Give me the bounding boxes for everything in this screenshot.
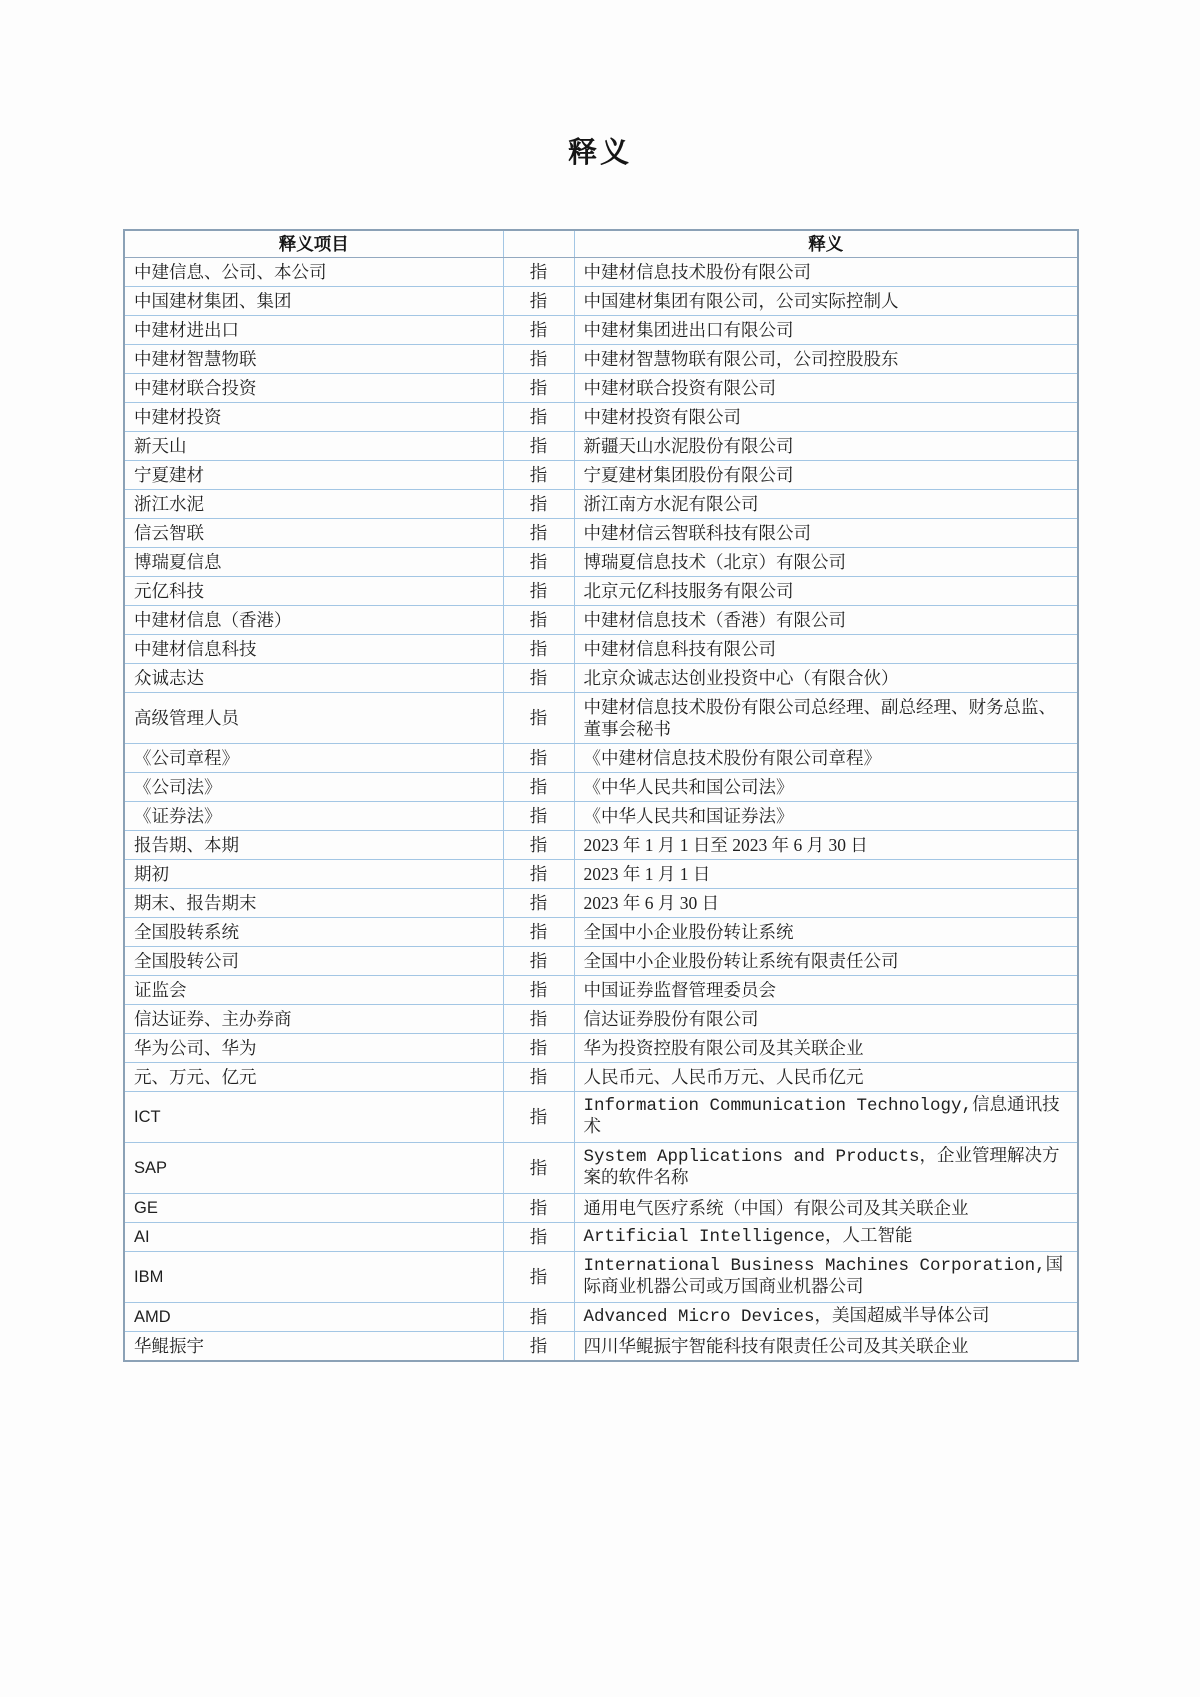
ref-cell: 指 — [503, 258, 574, 287]
ref-cell: 指 — [503, 1063, 574, 1092]
ref-cell: 指 — [503, 1194, 574, 1223]
ref-cell: 指 — [503, 831, 574, 860]
term-cell: 证监会 — [124, 976, 503, 1005]
ref-cell: 指 — [503, 490, 574, 519]
table-row — [124, 889, 1078, 918]
term-cell: SAP — [124, 1143, 503, 1194]
table-row — [124, 316, 1078, 345]
ref-cell: 指 — [503, 432, 574, 461]
table-row — [124, 1332, 1078, 1362]
ref-cell: 指 — [503, 548, 574, 577]
table-row — [124, 577, 1078, 606]
term-cell: ICT — [124, 1092, 503, 1143]
definition-cell: 中建材联合投资有限公司 — [574, 374, 1078, 403]
table-row — [124, 976, 1078, 1005]
term-cell: 浙江水泥 — [124, 490, 503, 519]
table-row — [124, 831, 1078, 860]
ref-cell: 指 — [503, 1303, 574, 1332]
term-cell: AI — [124, 1223, 503, 1252]
ref-cell: 指 — [503, 1252, 574, 1303]
header-term: 释义项目 — [124, 230, 503, 258]
definition-cell: 中建材投资有限公司 — [574, 403, 1078, 432]
table-row — [124, 490, 1078, 519]
term-cell: 中建材进出口 — [124, 316, 503, 345]
definition-cell: Information Communication Technology,信息通讯技术 — [574, 1092, 1078, 1143]
ref-cell: 指 — [503, 664, 574, 693]
table-row — [124, 1063, 1078, 1092]
table-body — [124, 258, 1078, 1362]
ref-cell: 指 — [503, 461, 574, 490]
ref-cell: 指 — [503, 403, 574, 432]
term-cell: 《证券法》 — [124, 802, 503, 831]
table-row — [124, 773, 1078, 802]
definition-cell: 新疆天山水泥股份有限公司 — [574, 432, 1078, 461]
term-cell: 元、万元、亿元 — [124, 1063, 503, 1092]
table-row — [124, 258, 1078, 287]
ref-cell: 指 — [503, 287, 574, 316]
definition-cell: 全国中小企业股份转让系统 — [574, 918, 1078, 947]
ref-cell: 指 — [503, 316, 574, 345]
table-row — [124, 1092, 1078, 1143]
table-row — [124, 1194, 1078, 1223]
term-cell: 报告期、本期 — [124, 831, 503, 860]
ref-cell: 指 — [503, 374, 574, 403]
term-cell: 众诚志达 — [124, 664, 503, 693]
ref-cell: 指 — [503, 889, 574, 918]
table-row — [124, 519, 1078, 548]
table-row — [124, 744, 1078, 773]
definition-cell: 中建材集团进出口有限公司 — [574, 316, 1078, 345]
ref-cell: 指 — [503, 744, 574, 773]
term-cell: 全国股转公司 — [124, 947, 503, 976]
table-row — [124, 1034, 1078, 1063]
definition-cell: Artificial Intelligence，人工智能 — [574, 1223, 1078, 1252]
definition-cell: 《中华人民共和国证券法》 — [574, 802, 1078, 831]
definition-cell: 《中建材信息技术股份有限公司章程》 — [574, 744, 1078, 773]
term-cell: 中建材信息（香港） — [124, 606, 503, 635]
definition-cell: 《中华人民共和国公司法》 — [574, 773, 1078, 802]
ref-cell: 指 — [503, 976, 574, 1005]
definition-cell: International Business Machines Corporation,国际商业机器公司或万国商业机器公司 — [574, 1252, 1078, 1303]
term-cell: 高级管理人员 — [124, 693, 503, 744]
term-cell: 宁夏建材 — [124, 461, 503, 490]
definition-cell: 中国建材集团有限公司，公司实际控制人 — [574, 287, 1078, 316]
table-row — [124, 635, 1078, 664]
definition-cell: 2023 年 1 月 1 日 — [574, 860, 1078, 889]
table-row — [124, 693, 1078, 744]
table-row — [124, 802, 1078, 831]
header-definition: 释义 — [574, 230, 1078, 258]
table-row — [124, 664, 1078, 693]
ref-cell: 指 — [503, 773, 574, 802]
definition-cell: 中建材信息技术股份有限公司总经理、副总经理、财务总监、董事会秘书 — [574, 693, 1078, 744]
term-cell: 华为公司、华为 — [124, 1034, 503, 1063]
term-cell: 《公司法》 — [124, 773, 503, 802]
ref-cell: 指 — [503, 635, 574, 664]
definition-cell: 2023 年 1 月 1 日至 2023 年 6 月 30 日 — [574, 831, 1078, 860]
definition-cell: 四川华鲲振宇智能科技有限责任公司及其关联企业 — [574, 1332, 1078, 1362]
definition-cell: 信达证券股份有限公司 — [574, 1005, 1078, 1034]
table-row — [124, 947, 1078, 976]
table-row — [124, 1143, 1078, 1194]
table-row — [124, 403, 1078, 432]
definitions-table — [123, 229, 1079, 1362]
definition-cell: 华为投资控股有限公司及其关联企业 — [574, 1034, 1078, 1063]
definition-cell: 人民币元、人民币万元、人民币亿元 — [574, 1063, 1078, 1092]
definition-cell: 中国证券监督管理委员会 — [574, 976, 1078, 1005]
ref-cell: 指 — [503, 606, 574, 635]
table-row — [124, 374, 1078, 403]
table-row — [124, 606, 1078, 635]
term-cell: 华鲲振宇 — [124, 1332, 503, 1362]
ref-cell: 指 — [503, 1143, 574, 1194]
term-cell: 元亿科技 — [124, 577, 503, 606]
definition-cell: 全国中小企业股份转让系统有限责任公司 — [574, 947, 1078, 976]
term-cell: 中建材智慧物联 — [124, 345, 503, 374]
ref-cell: 指 — [503, 1223, 574, 1252]
term-cell: 期初 — [124, 860, 503, 889]
table-row — [124, 918, 1078, 947]
term-cell: 期末、报告期末 — [124, 889, 503, 918]
ref-cell: 指 — [503, 345, 574, 374]
table-row — [124, 1303, 1078, 1332]
definition-cell: 宁夏建材集团股份有限公司 — [574, 461, 1078, 490]
definition-cell: 中建材信息技术（香港）有限公司 — [574, 606, 1078, 635]
ref-cell: 指 — [503, 577, 574, 606]
term-cell: 博瑞夏信息 — [124, 548, 503, 577]
term-cell: 中建材投资 — [124, 403, 503, 432]
ref-cell: 指 — [503, 1005, 574, 1034]
term-cell: 中国建材集团、集团 — [124, 287, 503, 316]
term-cell: 中建材信息科技 — [124, 635, 503, 664]
ref-cell: 指 — [503, 1034, 574, 1063]
definition-cell: 浙江南方水泥有限公司 — [574, 490, 1078, 519]
definition-cell: Advanced Micro Devices，美国超威半导体公司 — [574, 1303, 1078, 1332]
term-cell: IBM — [124, 1252, 503, 1303]
ref-cell: 指 — [503, 918, 574, 947]
header-row — [124, 230, 1078, 258]
term-cell: GE — [124, 1194, 503, 1223]
ref-cell: 指 — [503, 1332, 574, 1362]
definition-cell: 通用电气医疗系统（中国）有限公司及其关联企业 — [574, 1194, 1078, 1223]
ref-cell: 指 — [503, 1092, 574, 1143]
ref-cell: 指 — [503, 519, 574, 548]
term-cell: AMD — [124, 1303, 503, 1332]
page-title: 释义 — [567, 137, 632, 169]
table-header — [124, 230, 1078, 258]
table-row — [124, 287, 1078, 316]
definition-cell: 博瑞夏信息技术（北京）有限公司 — [574, 548, 1078, 577]
term-cell: 信达证券、主办券商 — [124, 1005, 503, 1034]
header-ref — [503, 230, 574, 258]
ref-cell: 指 — [503, 947, 574, 976]
definition-cell: 中建材信云智联科技有限公司 — [574, 519, 1078, 548]
term-cell: 信云智联 — [124, 519, 503, 548]
definitions-table-container — [123, 229, 1077, 1362]
definition-cell: 中建材智慧物联有限公司，公司控股股东 — [574, 345, 1078, 374]
term-cell: 《公司章程》 — [124, 744, 503, 773]
table-row — [124, 1223, 1078, 1252]
term-cell: 中建材联合投资 — [124, 374, 503, 403]
definition-cell: System Applications and Products，企业管理解决方案的软件名称 — [574, 1143, 1078, 1194]
ref-cell: 指 — [503, 693, 574, 744]
table-row — [124, 345, 1078, 374]
definition-cell: 中建材信息技术股份有限公司 — [574, 258, 1078, 287]
table-row — [124, 1252, 1078, 1303]
table-row — [124, 432, 1078, 461]
term-cell: 新天山 — [124, 432, 503, 461]
term-cell: 全国股转系统 — [124, 918, 503, 947]
definition-cell: 北京元亿科技服务有限公司 — [574, 577, 1078, 606]
term-cell: 中建信息、公司、本公司 — [124, 258, 503, 287]
table-row — [124, 1005, 1078, 1034]
definition-cell: 2023 年 6 月 30 日 — [574, 889, 1078, 918]
ref-cell: 指 — [503, 802, 574, 831]
table-row — [124, 461, 1078, 490]
definition-cell: 北京众诚志达创业投资中心（有限合伙） — [574, 664, 1078, 693]
table-row — [124, 548, 1078, 577]
definition-cell: 中建材信息科技有限公司 — [574, 635, 1078, 664]
ref-cell: 指 — [503, 860, 574, 889]
table-row — [124, 860, 1078, 889]
